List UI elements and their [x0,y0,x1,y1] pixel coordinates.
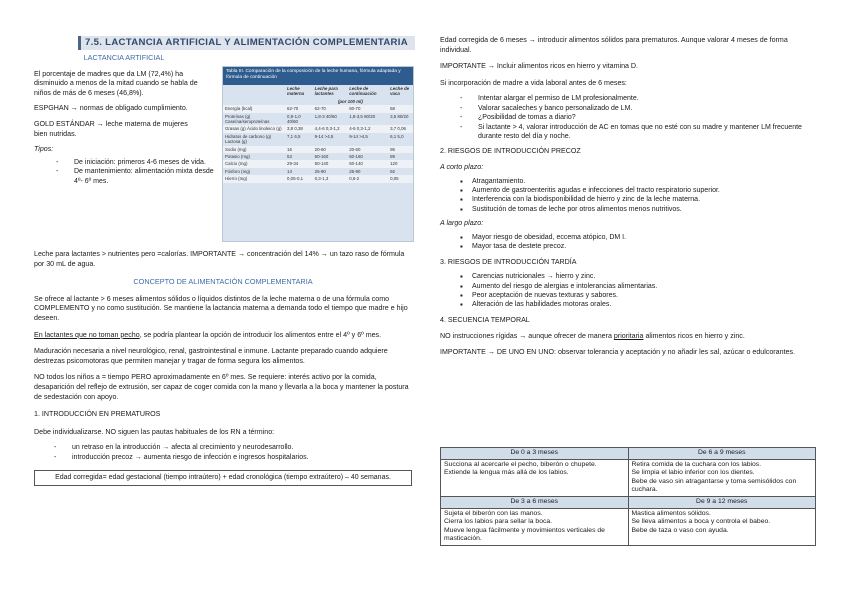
table-header: De 3 a 6 meses [441,496,629,508]
heading-riesgos-precoz: 2. RIESGOS DE INTRODUCCIÓN PRECOZ [440,147,581,156]
heading-secuencia: 4. SECUENCIA TEMPORAL [440,315,530,324]
paragraph-espghan: ESPGHAN → normas de obligado cumplimiento. [34,104,188,113]
table-cell: 1,8-3,5 80/20 [349,113,376,119]
table-cell: 60-160 [349,154,363,160]
paragraph-hierro-vitamina: IMPORTANTE → Incluir alimentos ricos en hierro y vitamina D. [440,62,639,71]
table-cell: 0,3-1,3 [313,175,348,182]
underlined-text: En lactantes que no toman pecho [34,330,140,339]
cell-line: Sujeta el biberón con las manos. [444,509,543,517]
table-cell: 20-60 [313,146,348,153]
table-header: De 9 a 12 meses [628,496,816,508]
table-cell [628,508,816,545]
paragraph-text: alimentos ricos en hierro y zinc. [643,332,745,341]
table-cell: 68 [388,105,413,112]
corto-plazo-label: A corto plazo: [440,163,484,171]
table-cell: 62-70 [285,105,313,112]
cell-line: Bebe de vaso sin atragantarse y toma semisólidos con cuchara. [631,477,797,494]
edad-corregida-box: Edad corregida= edad gestacional (tiempo intraútero) + edad cronológica (tiempo extraútero) – 40 semanas. [34,470,412,485]
heading-prematuros: 1. INTRODUCCIÓN EN PREMATUROS [34,410,161,419]
col-header [223,85,285,98]
table-row [441,508,816,545]
table-cell: 3,8 0,38 [285,125,313,132]
list-item: ▪ Mayor tasa de destete precoz. [472,242,815,251]
paragraph-edad-corregida: Edad corregida de 6 meses → introducir alimentos sólidos para prematuros. Aunque valorar 4 meses de forma individual. [440,36,788,54]
cell-line: Succiona al acercarle el pecho, biberón o chupete. [444,460,597,468]
paragraph-gold-standard: GOLD ESTÁNDAR → leche materna de mujeres bien nutridas. [34,119,188,138]
paragraph-text: NO instrucciones rígidas → aunque ofrecer de manera [440,332,614,341]
table-cell: 0,9-1,0 40/60 [287,113,301,125]
table-cell: 7,1 6,5 [287,133,301,139]
table-header: De 0 a 3 meses [441,448,629,460]
col-header: Leche de vaca [390,86,410,97]
cell-line: Mastica alimentos sólidos. [631,509,711,517]
list-item: ▪ Sustitución de tomas de leche por otros alimentos menos nutritivos. [472,205,815,214]
table-cell: 0,05-0,1 [285,175,313,182]
table-cell: 1,8-3 40/60 [314,113,337,119]
table-cell: Potasio (mg) [225,154,250,160]
table-caption: Tabla III. Comparación de la composición de la leche humana, fórmula adaptada y fórmula de continuación [223,67,413,85]
table-cell: 3,5 80/20 [390,113,409,119]
list-item: - Si lactante > 4, valorar introducción de AC en tomas que no esté con su madre y mantener LM frecuente durante resto del día y noche. [478,123,815,142]
table-cell: 120 [388,160,413,167]
paragraph-requisitos: NO todos los niños a = tiempo PERO aproximadamente en 6º mes. Se requiere: interés activo por la comida, desaparición del reflejo de extrusión, ser capaz de coger comida con la mano y llevarla a la boca y mantener la postura de sedestación con apoyo. [34,373,409,401]
table-cell: 9-14 >4,5 [314,133,334,139]
paragraph-concepto: Se ofrece al lactante > 6 meses alimentos sólidos o líquidos distintos de la leche materna o de una fórmula como COMPLEMENTO y no como sustitución. Se mantiene la lactancia materna a demanda todo el tiempo que madre e hijo deseen. [34,294,408,322]
table-cell: 92 [390,168,395,174]
table-cell: 25-90 [314,168,326,174]
tipos-list [74,158,216,186]
unit-label: (por 100 ml) [337,98,363,104]
paragraph-maduracion: Maduración necesaria a nivel neurológico, renal, gastrointestinal e inmune. Lactante preparado cuando adquiere destrezas psicomotoras que permiten manejar y tragar de forma segura los alimentos. [34,347,388,365]
paragraph-vida-laboral: Si incorporación de madre a vida laboral antes de 6 meses: [440,78,627,87]
paragraph-lm-percentage: El porcentaje de madres que da LM (72,4%) ha disminuido a menos de la mitad cuando se habla de niños de más de 6 meses (46,8%). [34,69,198,97]
list-item: ▪ Peor aceptación de nuevas texturas y sabores. [472,291,815,300]
table-cell: 14 [287,168,292,174]
right-column [440,36,815,358]
table-cell: 29-34 [285,160,313,167]
largo-plazo-list [472,233,815,252]
table-cell: 9-14 >4,5 [349,133,368,139]
corto-plazo-list [472,177,815,215]
table-cell: Calcio (mg) [223,160,285,167]
list-item: - De mantenimiento: alimentación mixta desde 4º- 6º mes. [74,167,216,186]
left-column-lower [34,250,412,486]
cell-line: Se lleva alimentos a boca y controla el babeo. [631,518,771,526]
cell-line: Mueve lengua fácilmente y movimientos verticales de masticación. [444,526,605,543]
table-cell: 6,1 5,0 [390,133,404,139]
table-header: De 6 a 9 meses [628,448,816,460]
table-cell: Hierro (mg) [223,175,285,182]
nutrition-grid [223,85,413,183]
table-cell [441,459,629,496]
table-cell: 50-140 [313,160,348,167]
table-cell [628,459,816,496]
table-cell: 4,4-6 0,3-1,2 [313,125,348,132]
table-cell: Fósforo (mg) [225,168,251,174]
table-cell: 95 [388,146,413,153]
paragraph-uno-en-uno: IMPORTANTE → DE UNO EN UNO: observar tolerancia y aceptación y no añadir les sal, azúcar o edulcorantes. [440,348,795,357]
cell-line: Se limpia el labio inferior con los dientes. [631,469,755,477]
table-cell: Proteínas (g) Caseína/seroproteínas [225,113,270,125]
col-header: Leche para lactantes [314,86,338,97]
table-cell: 50-140 [347,160,388,167]
list-item: - introducción precoz → aumenta riesgo de infección e ingresos hospitalarios. [72,453,412,462]
table-cell: Sodio (mg) [223,146,285,153]
table-cell: 60-70 [347,105,388,112]
table-cell: 4-6 0,3-1,2 [347,125,388,132]
list-item: - Intentar alargar el permiso de LM profesionalmente. [478,94,815,103]
underlined-text: prioritaria [613,332,644,341]
largo-plazo-label: A largo plazo: [440,219,484,228]
col-header: Leche materna [287,86,305,97]
prematuros-list [72,443,412,462]
cell-line: Extiende la lengua más allá de los labios. [444,469,569,477]
table-cell: Hidratos de carbono (g) Lactosa (g) [225,133,272,145]
cell-line: Cierra los labios para sellar la boca. [444,518,553,526]
paragraph-individualizar: Debe individualizarse. NO siguen las pautas habituales de los RN a término: [34,427,275,436]
list-item: ▪ Interferencia con la biodisponibilidad de hierro y zinc de la leche materna. [472,195,815,204]
table-cell: 0,6-2 [347,175,388,182]
list-item: - Valorar sacaleches y banco personalizado de LM. [478,104,815,113]
list-item: ▪ Carencias nutricionales → hierro y zinc. [472,272,815,281]
list-item: ▪ Alteración de las habilidades motoras orales. [472,300,815,309]
laboral-list [478,94,815,141]
table-cell: 16 [285,146,313,153]
list-item: - un retraso en la introducción → afecta al crecimiento y neurodesarrollo. [72,443,412,452]
table-cell: 89 [390,154,395,160]
cell-line: Bebe de taza o vaso con ayuda. [631,526,729,534]
table-cell: 25-90 [349,168,361,174]
section-heading-complementaria: CONCEPTO DE ALIMENTACIÓN COMPLEMENTARIA [133,277,313,287]
table-cell: Energía (kcal) [223,105,285,112]
table-cell: 3,7 0,06 [388,125,413,132]
list-item: ▪ Aumento de gastroenteritis agudas e infecciones del tracto respiratorio superior. [472,186,815,195]
list-item: ▪ Atragantamiento. [472,177,815,186]
heading-riesgos-tardia: 3. RIESGOS DE INTRODUCCIÓN TARDÍA [440,257,577,266]
paragraph-text: , se podría plantear la opción de introducir los alimentos entre el 4º y 6º mes. [139,330,382,339]
tardia-list [472,272,815,310]
table-row [441,459,816,496]
table-cell: 0,05 [388,175,413,182]
paragraph-instrucciones [440,332,815,342]
section-heading-lactancia: LACTANCIA ARTIFICIAL [83,53,165,62]
list-item: - ¿Posibilidad de tomas a diario? [478,113,815,122]
paragraph-formula-concentration: Leche para lactantes > nutrientes pero =calorías. IMPORTANTE → concentración del 14% → un tazo raso de fórmula por 30 mL de agua. [34,250,405,268]
title-banner [78,36,415,50]
col-header: Leche de continuación [349,86,377,97]
list-item: ▪ Aumento del riesgo de alergias e intolerancias alimentarias. [472,282,815,291]
paragraph-no-pecho [34,331,412,341]
table-cell: 20-60 [347,146,388,153]
nutrition-comparison-table [222,66,414,242]
table-cell: 53 [287,154,292,160]
page-title: 7.5. LACTANCIA ARTIFICIAL Y ALIMENTACIÓN COMPLEMENTARIA [85,37,408,48]
table-cell [441,508,629,545]
table-cell: Grasas (g) Ácido linoleico (g) [223,125,285,132]
list-item: ▪ Mayor riesgo de obesidad, eccema atópico, DM I. [472,233,815,242]
table-cell: 62-70 [313,105,348,112]
table-cell: 60-160 [314,154,329,160]
feeding-development-table [440,447,816,546]
cell-line: Retira comida de la cuchara con los labios. [631,460,762,468]
tipos-label: Tipos: [34,145,54,154]
list-item: - De iniciación: primeros 4-6 meses de vida. [74,158,216,167]
